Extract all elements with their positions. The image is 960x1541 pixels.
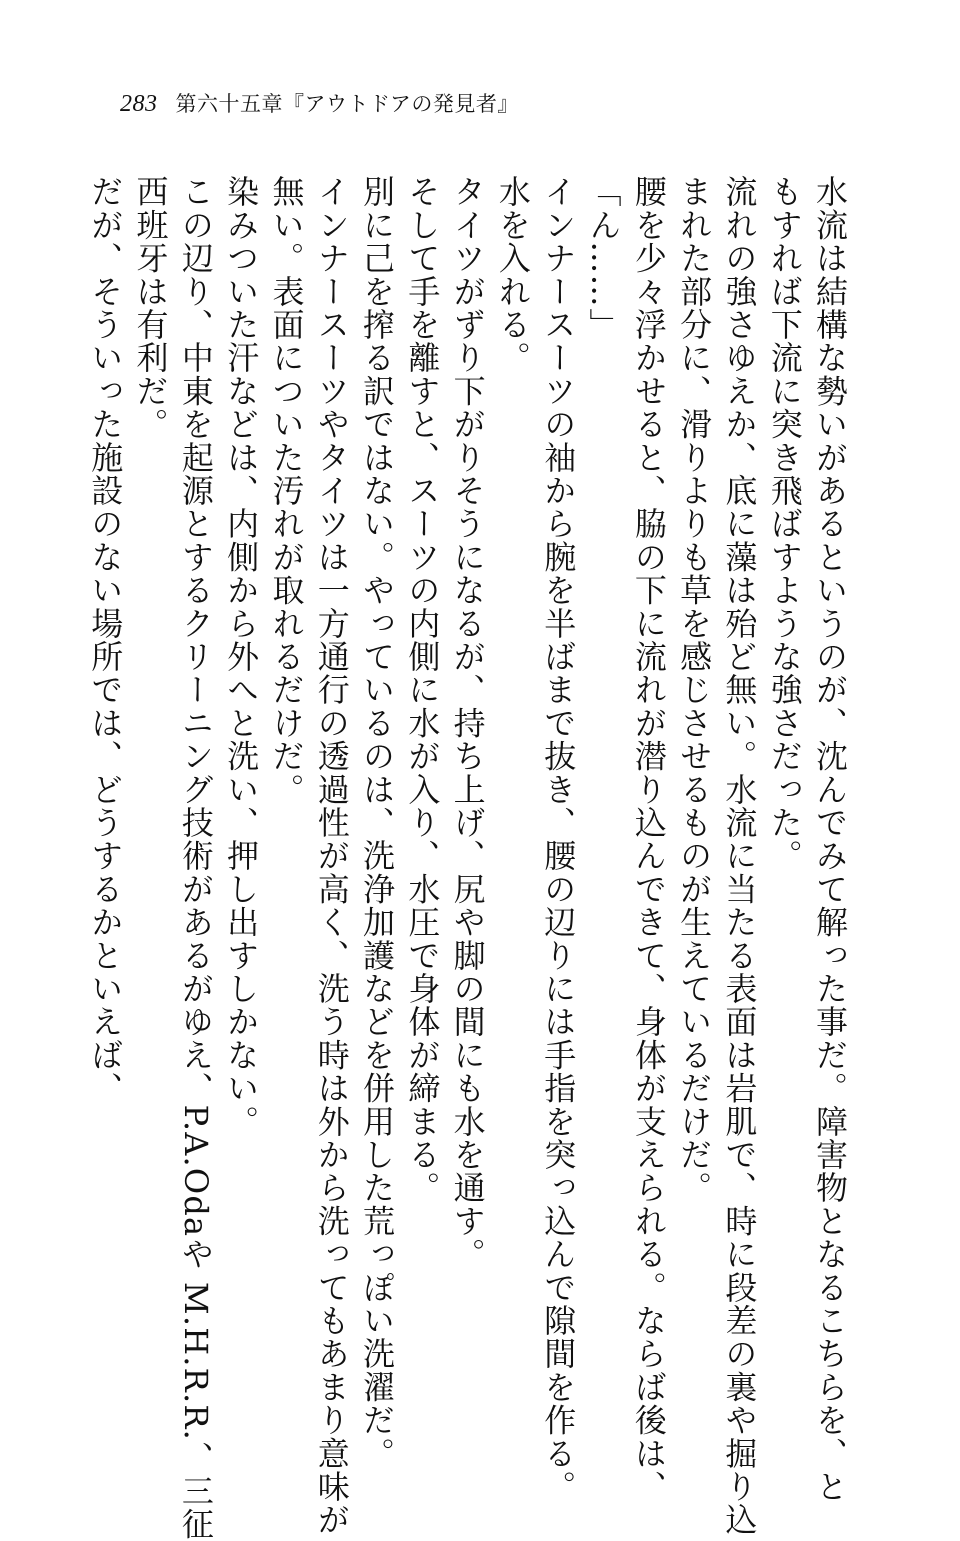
text-line: 水を入れる。 [493, 175, 532, 375]
text-line: この辺り、中東を起源とするクリーニング技術があるがゆえ、P.A.Odaや M.H.R.R.、三征 [176, 175, 215, 1541]
page-number: 283 [120, 91, 158, 117]
text-line: 染みついた汗などは、内側から外へと洗い、押し出すしかない。 [222, 175, 261, 1138]
text-line: だが、そういった施設のない場所では、どうするかといえば、 [86, 175, 125, 1105]
text-line: 別に己を搾る訳ではない。やっているのは、洗浄加護などを併用した荒っぽい洗濯だ。 [358, 175, 397, 1470]
text-line: 腰を少々浮かせると、脇の下に流れが潜り込んできて、身体が支えられる。ならば後は、 [629, 175, 668, 1503]
text-line: まれた部分に、滑りよりも草を感じさせるものが生えているだけだ。 [675, 175, 714, 1205]
text-line: 「ん……」 [584, 175, 623, 341]
vertical-body-text [82, 175, 852, 1541]
text-line: 水流は結構な勢いがあるというのが、沈んでみて解った事だ。障害物となるこちらを、と [811, 175, 849, 1503]
text-line: 無い。表面についた汚れが取れるだけだ。 [267, 175, 306, 806]
text-line: インナースーツの袖から腕を半ばまで抜き、腰の辺りには手指を突っ込んで隙間を作る。 [539, 175, 578, 1503]
chapter-title: 第六十五章『アウトドアの発見者』 [175, 92, 519, 116]
text-line: そして手を離すと、スーツの内側に水が入り、水圧で身体が締まる。 [403, 175, 442, 1205]
text-line: 流れの強さゆえか、底に藻は殆ど無い。水流に当たる表面は岩肌で、時に段差の裏や掘り込 [720, 175, 759, 1537]
text-line: タイツがずり下がりそうになるが、持ち上げ、尻や脚の間にも水を通す。 [448, 175, 487, 1271]
text-line: 西班牙は有利だ。 [131, 175, 170, 441]
text-line: インナースーツやタイツは一方通行の透過性が高く、洗う時は外から洗ってもあまり意味が [312, 175, 351, 1537]
page-header [120, 88, 519, 118]
text-line: もすれば下流に突き飛ばすような強さだった。 [765, 175, 804, 873]
